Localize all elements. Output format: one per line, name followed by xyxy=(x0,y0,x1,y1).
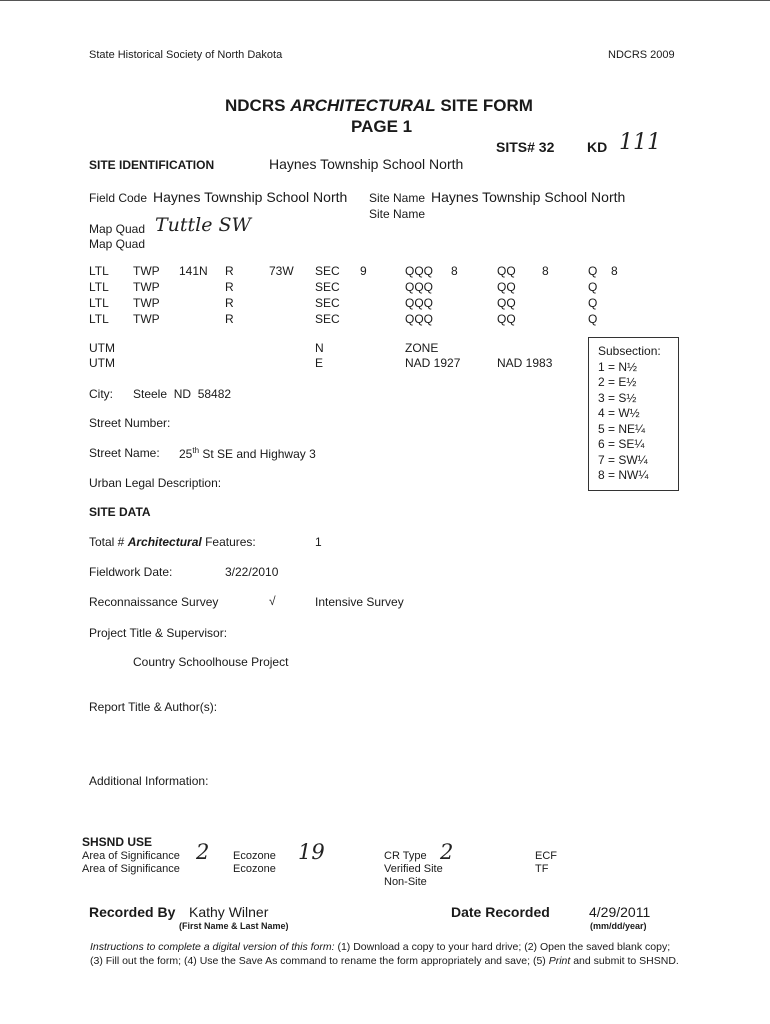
subsection-legend xyxy=(588,337,679,491)
project-title-label: Project Title & Supervisor: xyxy=(89,626,228,640)
ltl-cell-sec: SEC xyxy=(315,280,340,294)
ltl-cell-sec: SEC xyxy=(315,264,340,278)
instructions-end: and submit to SHSND. xyxy=(570,955,679,967)
instructions-text xyxy=(90,940,680,968)
ltl-cell-r: R xyxy=(225,264,234,278)
ltl-cell-ltl: LTL xyxy=(89,312,109,326)
ltl-cell-ltl: LTL xyxy=(89,280,109,294)
field-code-value: Haynes Township School North xyxy=(153,189,348,205)
form-code: NDCRS 2009 xyxy=(608,49,675,61)
site-name-label-2: Site Name xyxy=(369,207,426,221)
site-name-label: Site Name xyxy=(369,191,426,205)
street-rest: St SE and Highway 3 xyxy=(199,447,316,461)
shsnd-use-heading: SHSND USE xyxy=(82,835,153,849)
ltl-cell-qq: QQ xyxy=(497,296,516,310)
title-suffix: SITE FORM xyxy=(440,96,533,115)
report-title-label: Report Title & Author(s): xyxy=(89,700,218,714)
ecozone-handwritten: 19 xyxy=(298,840,325,864)
street-ordinal: th xyxy=(192,446,200,455)
site-identification-heading: SITE IDENTIFICATION xyxy=(89,158,215,172)
total-italic: Architectural xyxy=(127,535,202,549)
fieldwork-date-label: Fieldwork Date: xyxy=(89,565,173,579)
ltl-cell-sec: SEC xyxy=(315,312,340,326)
date-recorded-label: Date Recorded xyxy=(451,904,550,920)
ltl-cell-qqq: QQQ xyxy=(405,280,434,294)
title-italic: ARCHITECTURAL xyxy=(290,96,436,115)
ltl-cell-q: Q xyxy=(588,264,598,278)
subsection-item: 6 = SE¼ xyxy=(598,437,645,451)
ecozone-label-1: Ecozone xyxy=(233,850,276,862)
ltl-cell-qqq: QQQ xyxy=(405,264,434,278)
sits-number: SITS# 32 xyxy=(496,139,555,155)
org-name: State Historical Society of North Dakota xyxy=(89,49,283,61)
ecf-label: ECF xyxy=(535,850,557,862)
page-top-border xyxy=(0,0,770,1)
ltl-cell-r: R xyxy=(225,312,234,326)
nad1927-label: NAD 1927 xyxy=(405,356,461,370)
subsection-item: 7 = SW¼ xyxy=(598,452,648,467)
fieldwork-date-value: 3/22/2010 xyxy=(225,565,279,579)
instructions-body: (1) Download a copy to your hard drive; (2) Open the saved blank copy; (3) Fill out the form; (4) Use the Save As command to rename the form appropriately and save; (5) xyxy=(90,941,671,967)
date-recorded-hint: (mm/dd/year) xyxy=(590,921,647,931)
project-title-value: Country Schoolhouse Project xyxy=(133,655,289,669)
ltl-cell-ltl: LTL xyxy=(89,296,109,310)
ltl-cell-qqq: QQQ xyxy=(405,312,434,326)
subsection-item: 3 = S½ xyxy=(598,390,637,405)
utm-e-label: E xyxy=(315,356,324,370)
utm-n-label: N xyxy=(315,341,324,355)
zone-label: ZONE xyxy=(405,341,439,355)
urban-legal-label: Urban Legal Description: xyxy=(89,476,222,490)
ltl-cell-qqq-val: 8 xyxy=(451,264,458,278)
street-number-part: 25 xyxy=(179,447,193,461)
page-number: PAGE 1 xyxy=(351,117,413,136)
site-data-heading: SITE DATA xyxy=(89,505,151,519)
ltl-cell-r: R xyxy=(225,280,234,294)
ltl-cell-r: R xyxy=(225,296,234,310)
ltl-cell-twp: TWP xyxy=(133,280,160,294)
recorded-by-label: Recorded By xyxy=(89,904,176,920)
ltl-cell-qq-val: 8 xyxy=(542,264,549,278)
city-label: City: xyxy=(89,387,113,401)
street-name-label: Street Name: xyxy=(89,446,160,460)
subsection-item: 4 = W½ xyxy=(598,406,640,420)
ltl-cell-q: Q xyxy=(588,280,598,294)
subsection-item: 1 = N½ xyxy=(598,359,638,374)
site-name-value: Haynes Township School North xyxy=(431,189,626,205)
site-identification-value: Haynes Township School North xyxy=(269,156,464,172)
ltl-cell-qq: QQ xyxy=(497,264,516,278)
ltl-cell-q-val: 8 xyxy=(611,264,618,278)
additional-info-label: Additional Information: xyxy=(89,774,209,788)
kd-label: KD xyxy=(587,139,608,155)
ecozone-label-2: Ecozone xyxy=(233,863,276,875)
subsection-item: 2 = E½ xyxy=(598,375,637,389)
verified-site-label: Verified Site xyxy=(384,863,443,875)
ltl-cell-q: Q xyxy=(588,312,598,326)
map-quad-label: Map Quad xyxy=(89,222,146,236)
ltl-cell-qq: QQ xyxy=(497,280,516,294)
intensive-survey-label: Intensive Survey xyxy=(315,595,404,609)
recorded-by-hint: (First Name & Last Name) xyxy=(179,921,289,931)
area-significance-handwritten: 2 xyxy=(196,840,210,864)
ltl-cell-qq: QQ xyxy=(497,312,516,326)
title-prefix: NDCRS xyxy=(225,96,286,115)
reconnaissance-label: Reconnaissance Survey xyxy=(89,595,219,609)
area-significance-label-2: Area of Significance xyxy=(82,863,180,875)
street-name-value xyxy=(179,446,316,461)
total-features-label xyxy=(89,535,256,549)
ltl-cell-sec: SEC xyxy=(315,296,340,310)
ltl-cell-twp: TWP xyxy=(133,312,160,326)
form-title xyxy=(225,96,533,116)
nad1983-label: NAD 1983 xyxy=(497,356,553,370)
total-features-value: 1 xyxy=(315,535,322,549)
cr-type-label: CR Type xyxy=(384,850,427,862)
total-prefix: Total # xyxy=(89,535,125,549)
non-site-label: Non-Site xyxy=(384,876,427,888)
tf-label: TF xyxy=(535,863,549,875)
ltl-cell-q: Q xyxy=(588,296,598,310)
field-code-label: Field Code xyxy=(89,191,148,205)
street-number-label: Street Number: xyxy=(89,416,171,430)
ltl-cell-sec-val: 9 xyxy=(360,264,367,278)
ltl-cell-twp: TWP xyxy=(133,296,160,310)
recorded-by-value: Kathy Wilner xyxy=(189,904,269,920)
utm-label-1: UTM xyxy=(89,341,115,355)
instructions-print: Print xyxy=(548,955,571,967)
ltl-cell-ltl: LTL xyxy=(89,264,109,278)
map-quad-label-2: Map Quad xyxy=(89,237,146,251)
utm-label-2: UTM xyxy=(89,356,115,370)
map-quad-handwritten: Tuttle SW xyxy=(155,214,252,236)
subsection-item: 8 = NW¼ xyxy=(598,468,649,482)
ltl-cell-qqq: QQQ xyxy=(405,296,434,310)
date-recorded-value: 4/29/2011 xyxy=(589,904,651,920)
ltl-cell-twp-val: 141N xyxy=(179,264,208,278)
ltl-cell-twp: TWP xyxy=(133,264,160,278)
total-suffix: Features: xyxy=(205,535,256,549)
cr-type-handwritten: 2 xyxy=(440,840,454,864)
subsection-title: Subsection: xyxy=(598,344,661,358)
city-value: Steele ND 58482 xyxy=(133,387,232,401)
ltl-cell-r-val: 73W xyxy=(269,264,294,278)
reconnaissance-check: √ xyxy=(269,594,276,608)
area-significance-label-1: Area of Significance xyxy=(82,850,180,862)
instructions-italic: Instructions to complete a digital version of this form: xyxy=(90,941,335,953)
subsection-item: 5 = NE¼ xyxy=(598,421,646,436)
kd-handwritten: 111 xyxy=(619,130,661,155)
